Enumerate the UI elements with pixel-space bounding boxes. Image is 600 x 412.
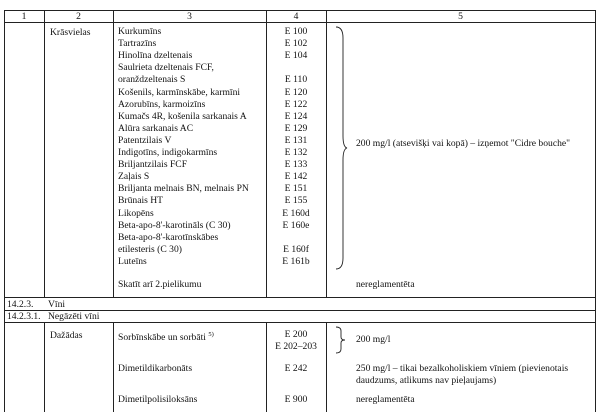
colorant-name: Briljanta melnais BN, melnais PN [118, 183, 249, 195]
colorant-name: Brūnais HT [118, 195, 164, 207]
colorant-e-code: E 133 [284, 159, 308, 171]
colorant-e-code: E 155 [284, 195, 308, 207]
colorant-e-code: E 100 [284, 26, 308, 37]
colorant-name: Luteīns [118, 255, 147, 267]
dimethyl-code: E 242 [284, 363, 308, 374]
colorant-e-code: E 102 [284, 38, 308, 50]
dimethyl-limit-line2: daudzums, atlikums nav pieļaujams) [356, 375, 497, 386]
colorants-limit: 200 mg/l (atsevišķi vai kopā) – izņemot "Cidre bouche" [356, 138, 571, 149]
header-col5: 5 [458, 11, 463, 22]
sorbic-footnote: 5) [208, 331, 214, 338]
grid-colorants-bottom [4, 297, 596, 298]
grid-col1 [44, 10, 45, 298]
sorbic-brace [334, 326, 346, 354]
colorant-name: Hinolīna dzeltenais [118, 50, 193, 62]
header-col3: 3 [187, 11, 192, 22]
colorant-name: Patentzilais V [118, 134, 172, 146]
colorant-e-code: E 131 [284, 134, 308, 146]
colorant-name: Zaļais S [118, 171, 150, 183]
dimethyl-limit-line1: 250 mg/l – tikai bezalkoholiskiem vīniem (pievienotais [356, 363, 569, 374]
colorant-e-code: E 129 [284, 122, 308, 134]
grid-col4 [326, 10, 327, 298]
colorant-e-code: E 110 [284, 74, 308, 86]
colorant-e-code: E 104 [284, 50, 308, 62]
grid-col4-lower [326, 322, 327, 412]
colorant-name: Košenils, karmīnskābe, karmīni [118, 86, 241, 98]
polysiloxane-code: E 900 [284, 394, 308, 405]
grid-left [4, 10, 5, 412]
colorant-e-code: E 124 [284, 110, 308, 122]
colorant-e-code: E 151 [284, 183, 308, 195]
see-also-limit: nereglamentēta [356, 279, 415, 290]
colorant-name: Tartrazīns [118, 38, 157, 50]
colorant-name: Beta-apo-8'-karotīnskābes [118, 231, 219, 243]
grid-col1-lower [44, 322, 45, 412]
sorbic-label-text: Sorbīnskābe un sorbāti [118, 332, 206, 344]
grid-header-bottom [4, 22, 596, 23]
header-col4: 4 [293, 11, 299, 22]
grid-top [4, 10, 596, 11]
colorant-e-code: E 120 [284, 86, 308, 98]
polysiloxane-label: Dimetilpolisiloksāns [118, 394, 198, 405]
colorant-e-code: E 160e [282, 219, 310, 231]
colorant-e-code: E 161b [282, 255, 310, 267]
colorant-e-code: E 160d [282, 207, 310, 219]
grid-s2-bottom [4, 322, 596, 323]
grid-col2 [113, 10, 114, 298]
polysiloxane-limit: nereglamentēta [356, 394, 415, 405]
colorant-name: Briljantzilais FCF [118, 159, 188, 171]
colorant-name: Kurkumīns [118, 26, 162, 37]
colorant-name: Likopēns [118, 207, 154, 219]
colorants-category: Krāsvielas [50, 27, 91, 38]
colorant-e-code: E 160f [283, 243, 309, 255]
colorant-name: Kumačs 4R, košenila sarkanais A [118, 110, 247, 122]
grid-right [595, 10, 596, 412]
header-col1: 1 [21, 11, 27, 22]
colorant-name: etilesteris (C 30) [118, 243, 182, 255]
section-14-2-3-1-title: Negāzēti vīni [48, 311, 100, 322]
see-also-text: Skatīt arī 2.pielikumu [118, 279, 202, 290]
sorbic-code-2: E 202–203 [275, 341, 317, 352]
colorant-name: Beta-apo-8'-karotināls (C 30) [118, 219, 231, 231]
header-col2: 2 [76, 11, 81, 22]
colorants-brace [334, 26, 348, 270]
colorant-name: Indigotīns, indigokarmīns [118, 147, 218, 158]
wines-category: Dažādas [50, 330, 83, 341]
colorant-name: Saulrieta dzeltenais FCF, [118, 62, 214, 74]
sorbic-code-1: E 200 [284, 329, 308, 340]
dimethyl-label: Dimetildikarbonāts [118, 363, 193, 374]
colorant-name: Alūra sarkanais AC [118, 122, 194, 134]
grid-col2-lower [113, 322, 114, 412]
sorbic-label [118, 332, 214, 343]
colorant-e-code: E 142 [284, 171, 308, 183]
colorant-name: Azorubīns, karmoizīns [118, 98, 206, 110]
colorant-name: oranždzeltenais S [118, 74, 186, 86]
colorant-e-code: E 122 [284, 98, 308, 110]
sorbic-limit: 200 mg/l [356, 334, 391, 345]
section-14-2-3-number: 14.2.3. [7, 299, 34, 310]
section-14-2-3-title: Vīni [48, 299, 66, 310]
colorant-e-code: E 132 [284, 147, 308, 158]
section-14-2-3-1-number: 14.2.3.1. [7, 311, 41, 322]
